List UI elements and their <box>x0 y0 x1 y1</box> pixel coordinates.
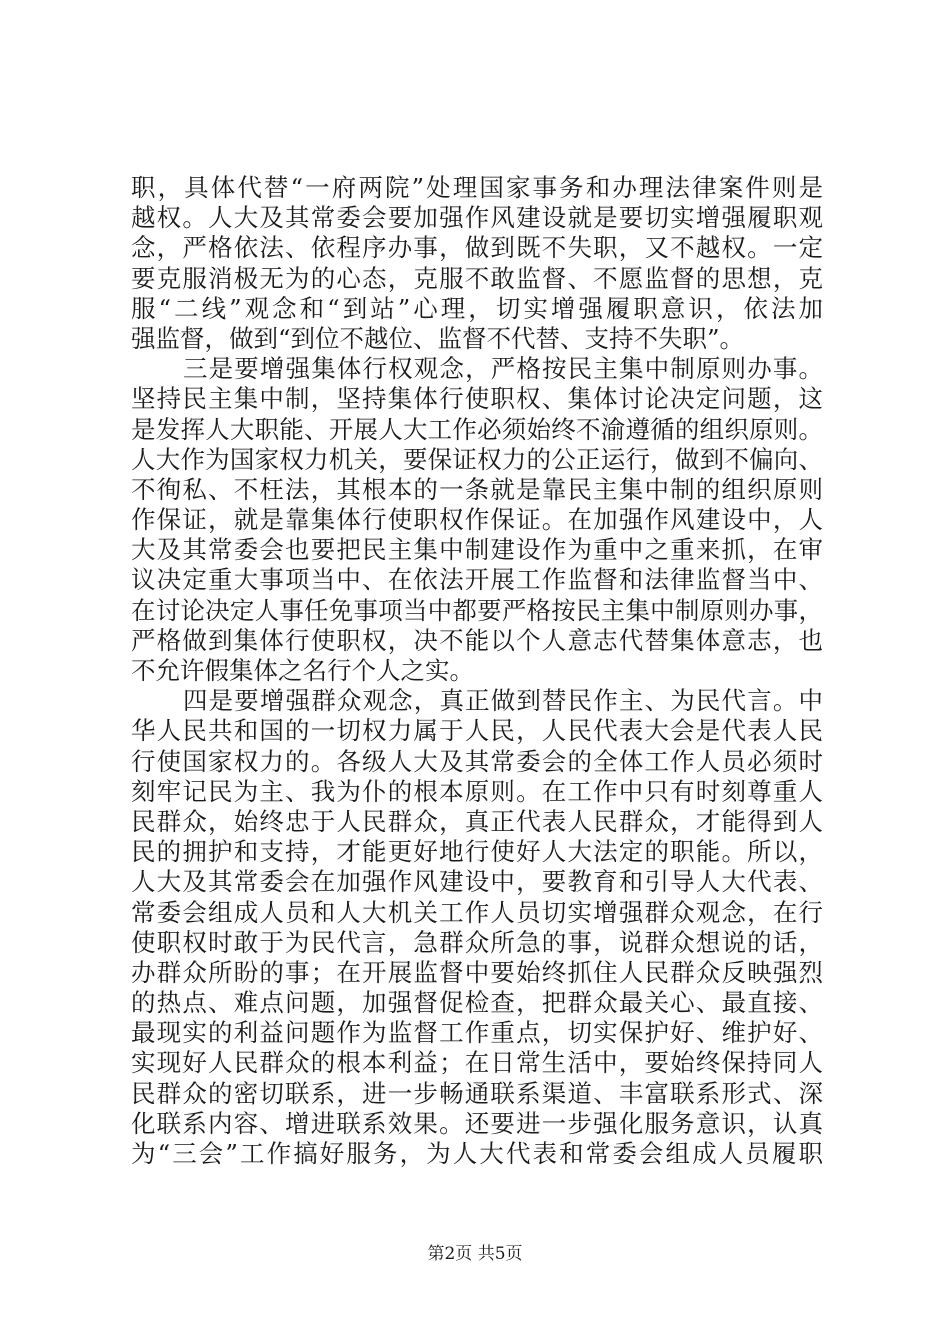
text-line: 四是要增强群众观念，真正做到替民作主、为民代言。中 <box>183 686 823 716</box>
document-body <box>131 173 823 1169</box>
text-line: 三是要增强集体行权观念，严格按民主集中制原则办事。 <box>183 354 823 384</box>
text-line: 强监督，做到“到位不越位、监督不代替、支持不失职”。 <box>131 323 745 353</box>
text-line: 服“二线”观念和“到站”心理，切实增强履职意识，依法加 <box>131 293 823 323</box>
text-line: 民群众，始终忠于人民群众，真正代表人民群众，才能得到人 <box>131 806 823 836</box>
text-line: 念，严格依法、依程序办事，做到既不失职，又不越权。一定 <box>131 233 823 263</box>
text-line: 刻牢记民为主、我为仆的根本原则。在工作中只有时刻尊重人 <box>131 776 823 806</box>
text-line: 人大及其常委会在加强作风建设中，要教育和引导人大代表、 <box>131 867 823 897</box>
text-line: 实现好人民群众的根本利益；在日常生活中，要始终保持同人 <box>131 1048 823 1078</box>
text-line: 办群众所盼的事；在开展监督中要始终抓住人民群众反映强烈 <box>131 957 823 987</box>
text-line: 是发挥人大职能、开展人大工作必须始终不渝遵循的组织原则。 <box>131 414 823 444</box>
text-line: 作保证，就是靠集体行使职权作保证。在加强作风建设中，人 <box>131 505 823 535</box>
text-line: 议决定重大事项当中、在依法开展工作监督和法律监督当中、 <box>131 565 823 595</box>
text-line: 坚持民主集中制，坚持集体行使职权、集体讨论决定问题，这 <box>131 384 823 414</box>
text-line: 严格做到集体行使职权，决不能以个人意志代替集体意志，也 <box>131 625 823 655</box>
text-line: 不徇私、不枉法，其根本的一条就是靠民主集中制的组织原则 <box>131 474 823 504</box>
text-line: 民的拥护和支持，才能更好地行使好人大法定的职能。所以， <box>131 837 823 867</box>
text-line: 为“三会”工作搞好服务，为人大代表和常委会组成人员履职 <box>131 1139 823 1168</box>
text-line: 常委会组成人员和人大机关工作人员切实增强群众观念，在行 <box>131 897 823 927</box>
text-line: 越权。人大及其常委会要加强作风建设就是要切实增强履职观 <box>131 203 823 233</box>
text-line: 化联系内容、增进联系效果。还要进一步强化服务意识，认真 <box>131 1108 823 1138</box>
text-line: 民群众的密切联系，进一步畅通联系渠道、丰富联系形式、深 <box>131 1078 823 1108</box>
text-line: 行使国家权力的。各级人大及其常委会的全体工作人员必须时 <box>131 746 823 776</box>
text-line: 在讨论决定人事任免事项当中都要严格按民主集中制原则办事， <box>131 595 823 625</box>
page-footer: 第2页 共5页 <box>427 1244 523 1264</box>
text-line: 最现实的利益问题作为监督工作重点，切实保护好、维护好、 <box>131 1018 823 1048</box>
text-line: 的热点、难点问题，加强督促检查，把群众最关心、最直接、 <box>131 988 823 1018</box>
text-line: 不允许假集体之名行个人之实。 <box>131 656 474 685</box>
text-line: 使职权时敢于为民代言，急群众所急的事，说群众想说的话， <box>131 927 823 957</box>
text-line: 职，具体代替“一府两院”处理国家事务和办理法律案件则是 <box>131 173 823 202</box>
text-line: 华人民共和国的一切权力属于人民，人民代表大会是代表人民 <box>131 716 823 746</box>
text-line: 大及其常委会也要把民主集中制建设作为重中之重来抓，在审 <box>131 535 823 565</box>
text-line: 要克服消极无为的心态，克服不敢监督、不愿监督的思想，克 <box>131 263 823 293</box>
text-line: 人大作为国家权力机关，要保证权力的公正运行，做到不偏向、 <box>131 444 823 474</box>
